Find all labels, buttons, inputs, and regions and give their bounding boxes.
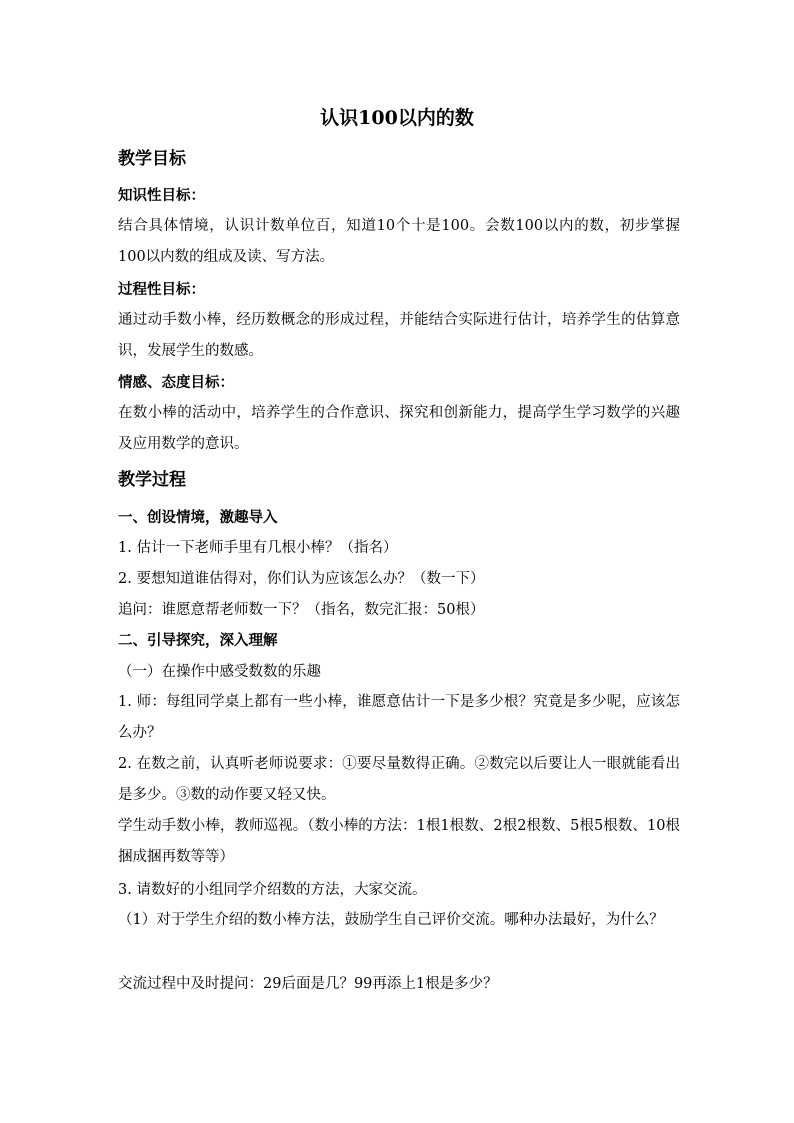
list-item: 2. 要想知道谁估得对，你们认为应该怎么办？（数一下） <box>118 571 485 587</box>
process-goal-text: 通过动手数小棒，经历数概念的形成过程，并能结合实际进行估计，培养学生的估算意识，发展学生的数感。 <box>118 312 680 359</box>
paragraph-student-counting: 学生动手数小棒，教师巡视。（数小棒的方法：1根1根数、2根2根数、5根5根数、10根捆成捆再数等等） <box>118 818 680 865</box>
paragraph-requirements: 2. 在数之前，认真听老师说要求：①要尽量数得正确。②数完以后要让人一眼就能看出是多少。③数的动作要又轻又快。 <box>118 756 680 803</box>
subheading-counting-fun: （一）在操作中感受数数的乐趣 <box>118 664 321 680</box>
paragraph-share-methods: 3. 请数好的小组同学介绍数的方法，大家交流。 <box>118 882 427 898</box>
paragraph-estimate: 1. 师：每组同学桌上都有一些小棒，谁愿意估计一下是多少根？究竟是多少呢，应该怎么办？ <box>118 694 680 741</box>
list-item: 1. 估计一下老师手里有几根小棒？（指名） <box>118 540 398 556</box>
heading-teaching-process: 教学过程 <box>118 470 186 490</box>
heading-knowledge-goal: 知识性目标： <box>118 187 205 204</box>
knowledge-goal-text: 结合具体情境，认识计数单位百，知道10个十是100。会数100以内的数，初步掌握100以内数的组成及读、写方法。 <box>118 218 680 265</box>
heading-teaching-goals: 教学目标 <box>118 149 186 169</box>
paragraph-evaluate-methods: （1）对于学生介绍的数小棒方法，鼓励学生自己评价交流。哪种办法最好，为什么？ <box>118 912 664 928</box>
paragraph-questions: 交流过程中及时提问：29后面是几？99再添上1根是多少？ <box>118 976 498 992</box>
heading-attitude-goal: 情感、态度目标： <box>118 374 234 391</box>
list-item: 追问：谁愿意帮老师数一下？（指名，数完汇报：50根） <box>118 602 485 618</box>
attitude-goal-text: 在数小棒的活动中，培养学生的合作意识、探究和创新能力，提高学生学习数学的兴趣及应用数学的意识。 <box>118 405 680 452</box>
heading-process-goal: 过程性目标： <box>118 281 205 298</box>
page-title: 认识100以内的数 <box>320 107 474 129</box>
heading-part-one: 一、创设情境，激趣导入 <box>118 509 278 526</box>
heading-part-two: 二、引导探究，深入理解 <box>118 632 278 649</box>
